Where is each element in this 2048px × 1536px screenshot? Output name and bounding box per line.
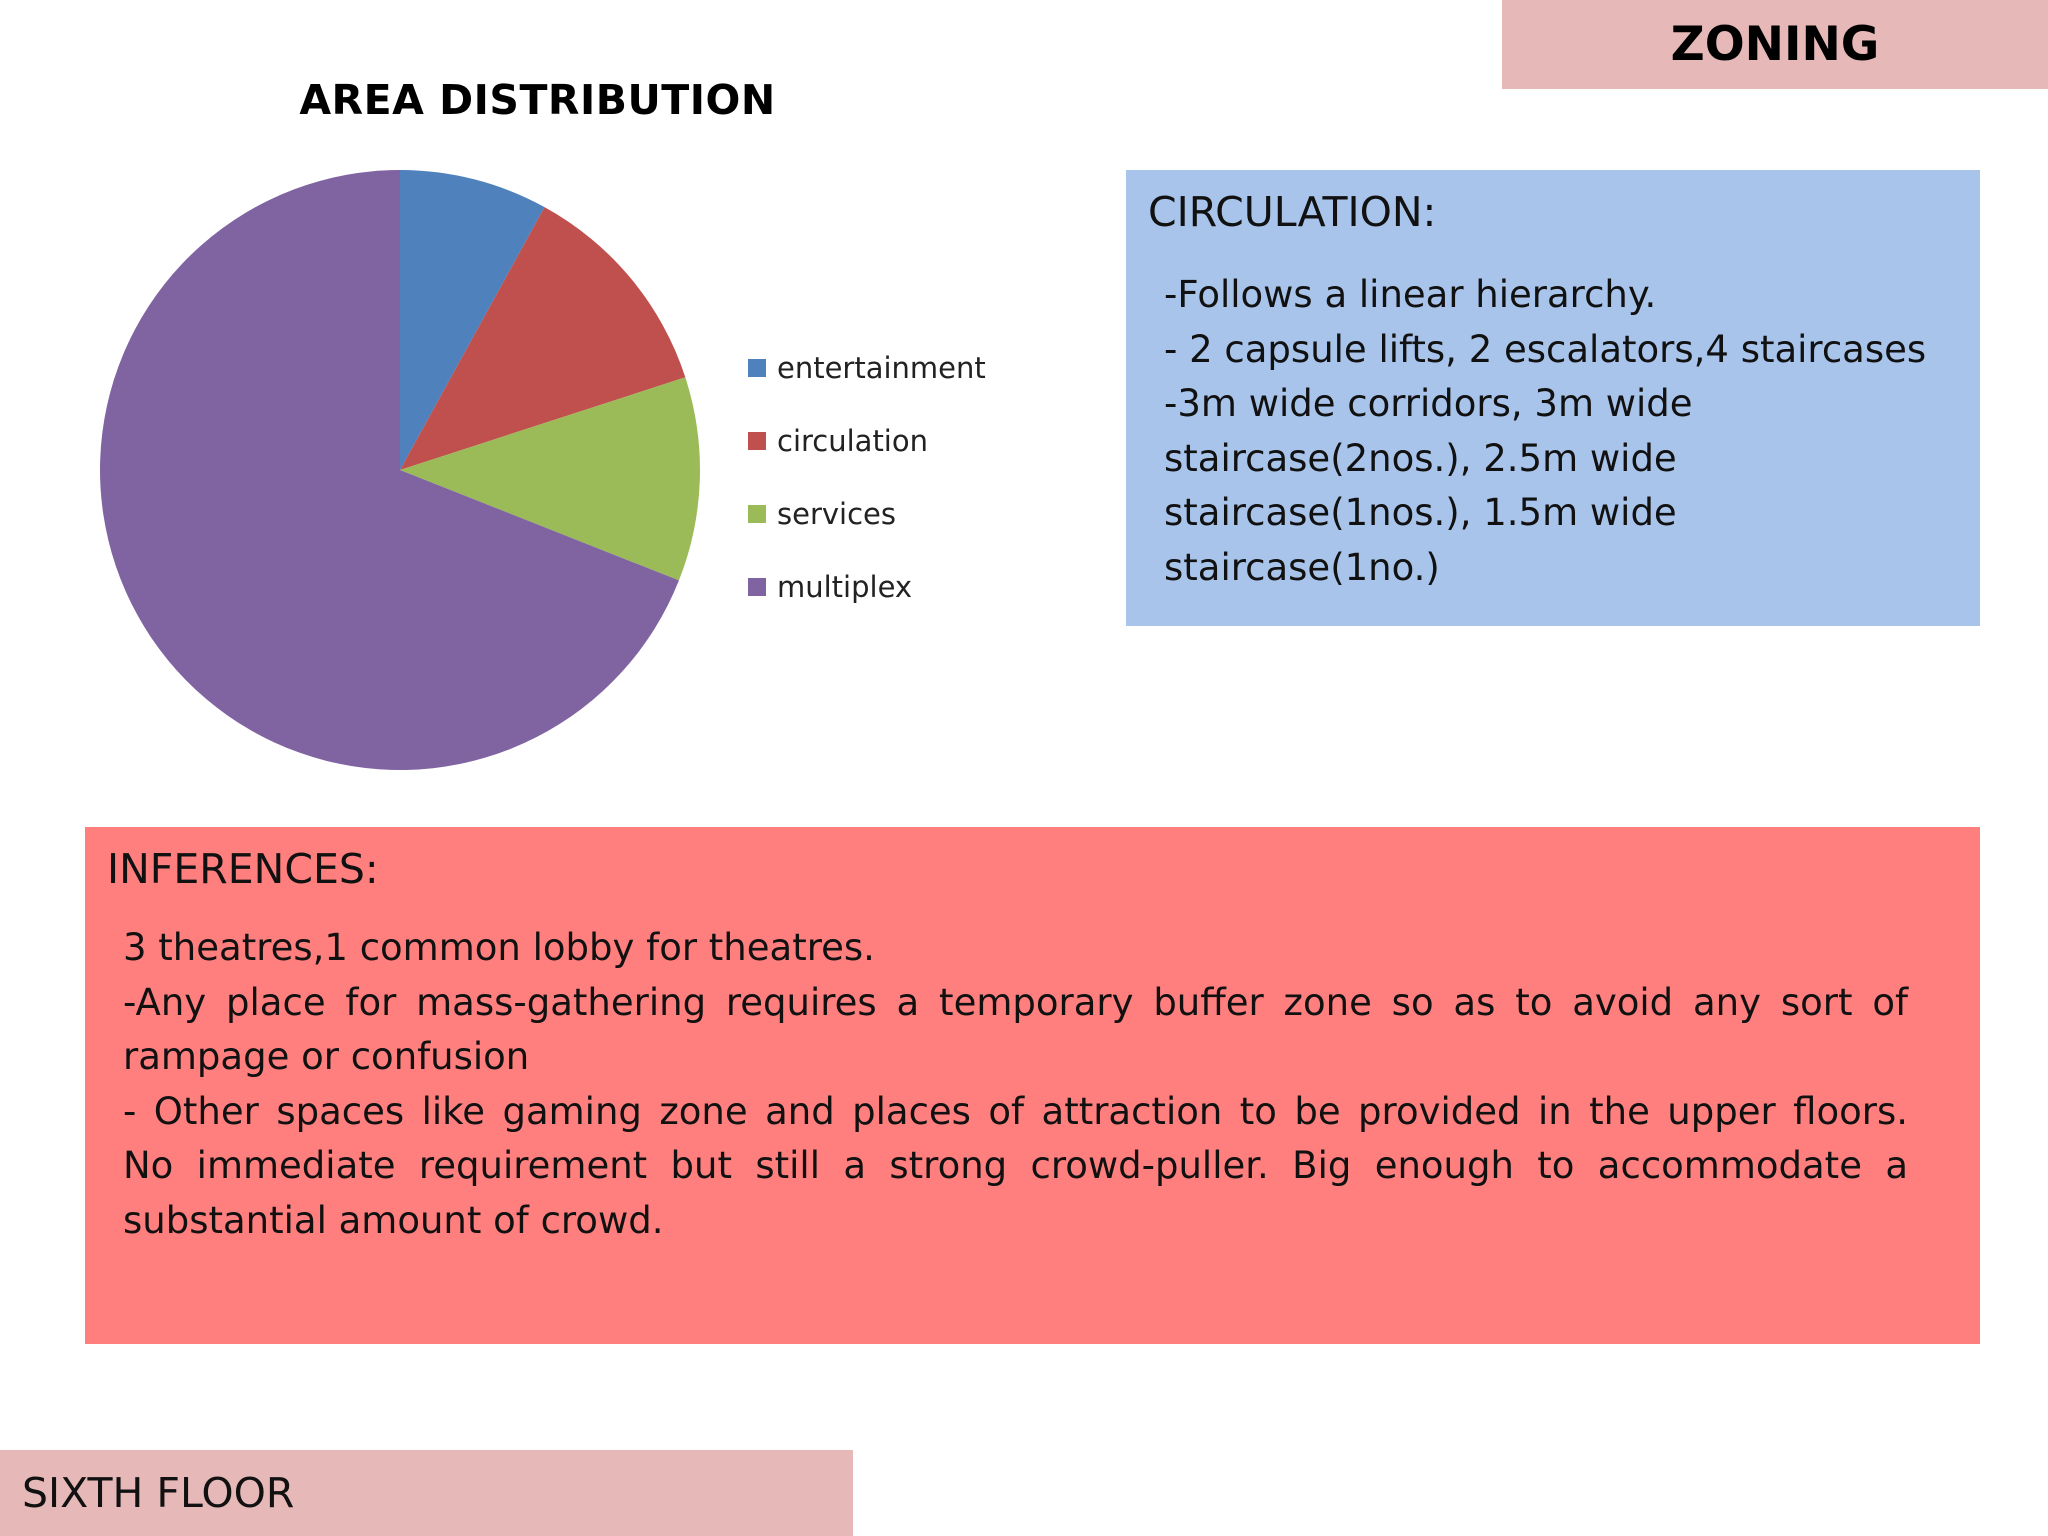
circulation-heading: CIRCULATION: [1148,188,1437,236]
legend-swatch-services [748,505,766,523]
inferences-line: - Other spaces like gaming zone and places of attraction to be provided in the upper floors. [123,1089,1908,1133]
chart-legend [748,351,986,604]
inferences-line: No immediate requirement but still a strong crowd-puller. Big enough to accommodate a [123,1144,1908,1187]
floor-footer [0,1450,853,1536]
chart-title: AREA DISTRIBUTION [299,76,776,124]
circulation-line: staircase(1no.) [1164,545,1440,589]
legend-swatch-entertainment [748,359,766,377]
zoning-title: ZONING [1670,17,1880,72]
circulation-text [1164,268,1964,595]
inferences-line: -Any place for mass-gathering requires a temporary buffer zone so as to avoid any sort of [123,980,1908,1024]
inferences-panel [85,827,1980,1344]
inferences-heading: INFERENCES: [107,845,379,893]
inferences-line: rampage or confusion [123,1035,530,1078]
legend-label-multiplex: multiplex [777,570,913,604]
inferences-line: substantial amount of crowd. [123,1198,664,1242]
zoning-header [1502,0,2048,89]
floor-label: SIXTH FLOOR [22,1469,295,1517]
legend-swatch-multiplex [748,578,766,596]
circulation-panel [1126,170,1980,626]
circulation-line: -3m wide corridors, 3m wide [1164,382,1693,425]
circulation-line: staircase(2nos.), 2.5m wide [1164,436,1677,480]
area-distribution-pie-chart [80,150,1080,810]
pie-slices [100,170,700,770]
legend-label-entertainment: entertainment [777,351,986,385]
circulation-line: -Follows a linear hierarchy. [1164,273,1657,316]
circulation-line: staircase(1nos.), 1.5m wide [1164,491,1677,534]
legend-label-services: services [777,497,896,531]
legend-swatch-circulation [748,432,766,450]
legend-label-circulation: circulation [777,424,928,458]
circulation-line: - 2 capsule lifts, 2 escalators,4 staircases [1164,327,1927,371]
inferences-text [123,921,1908,1248]
inferences-line: 3 theatres,1 common lobby for theatres. [123,926,875,969]
